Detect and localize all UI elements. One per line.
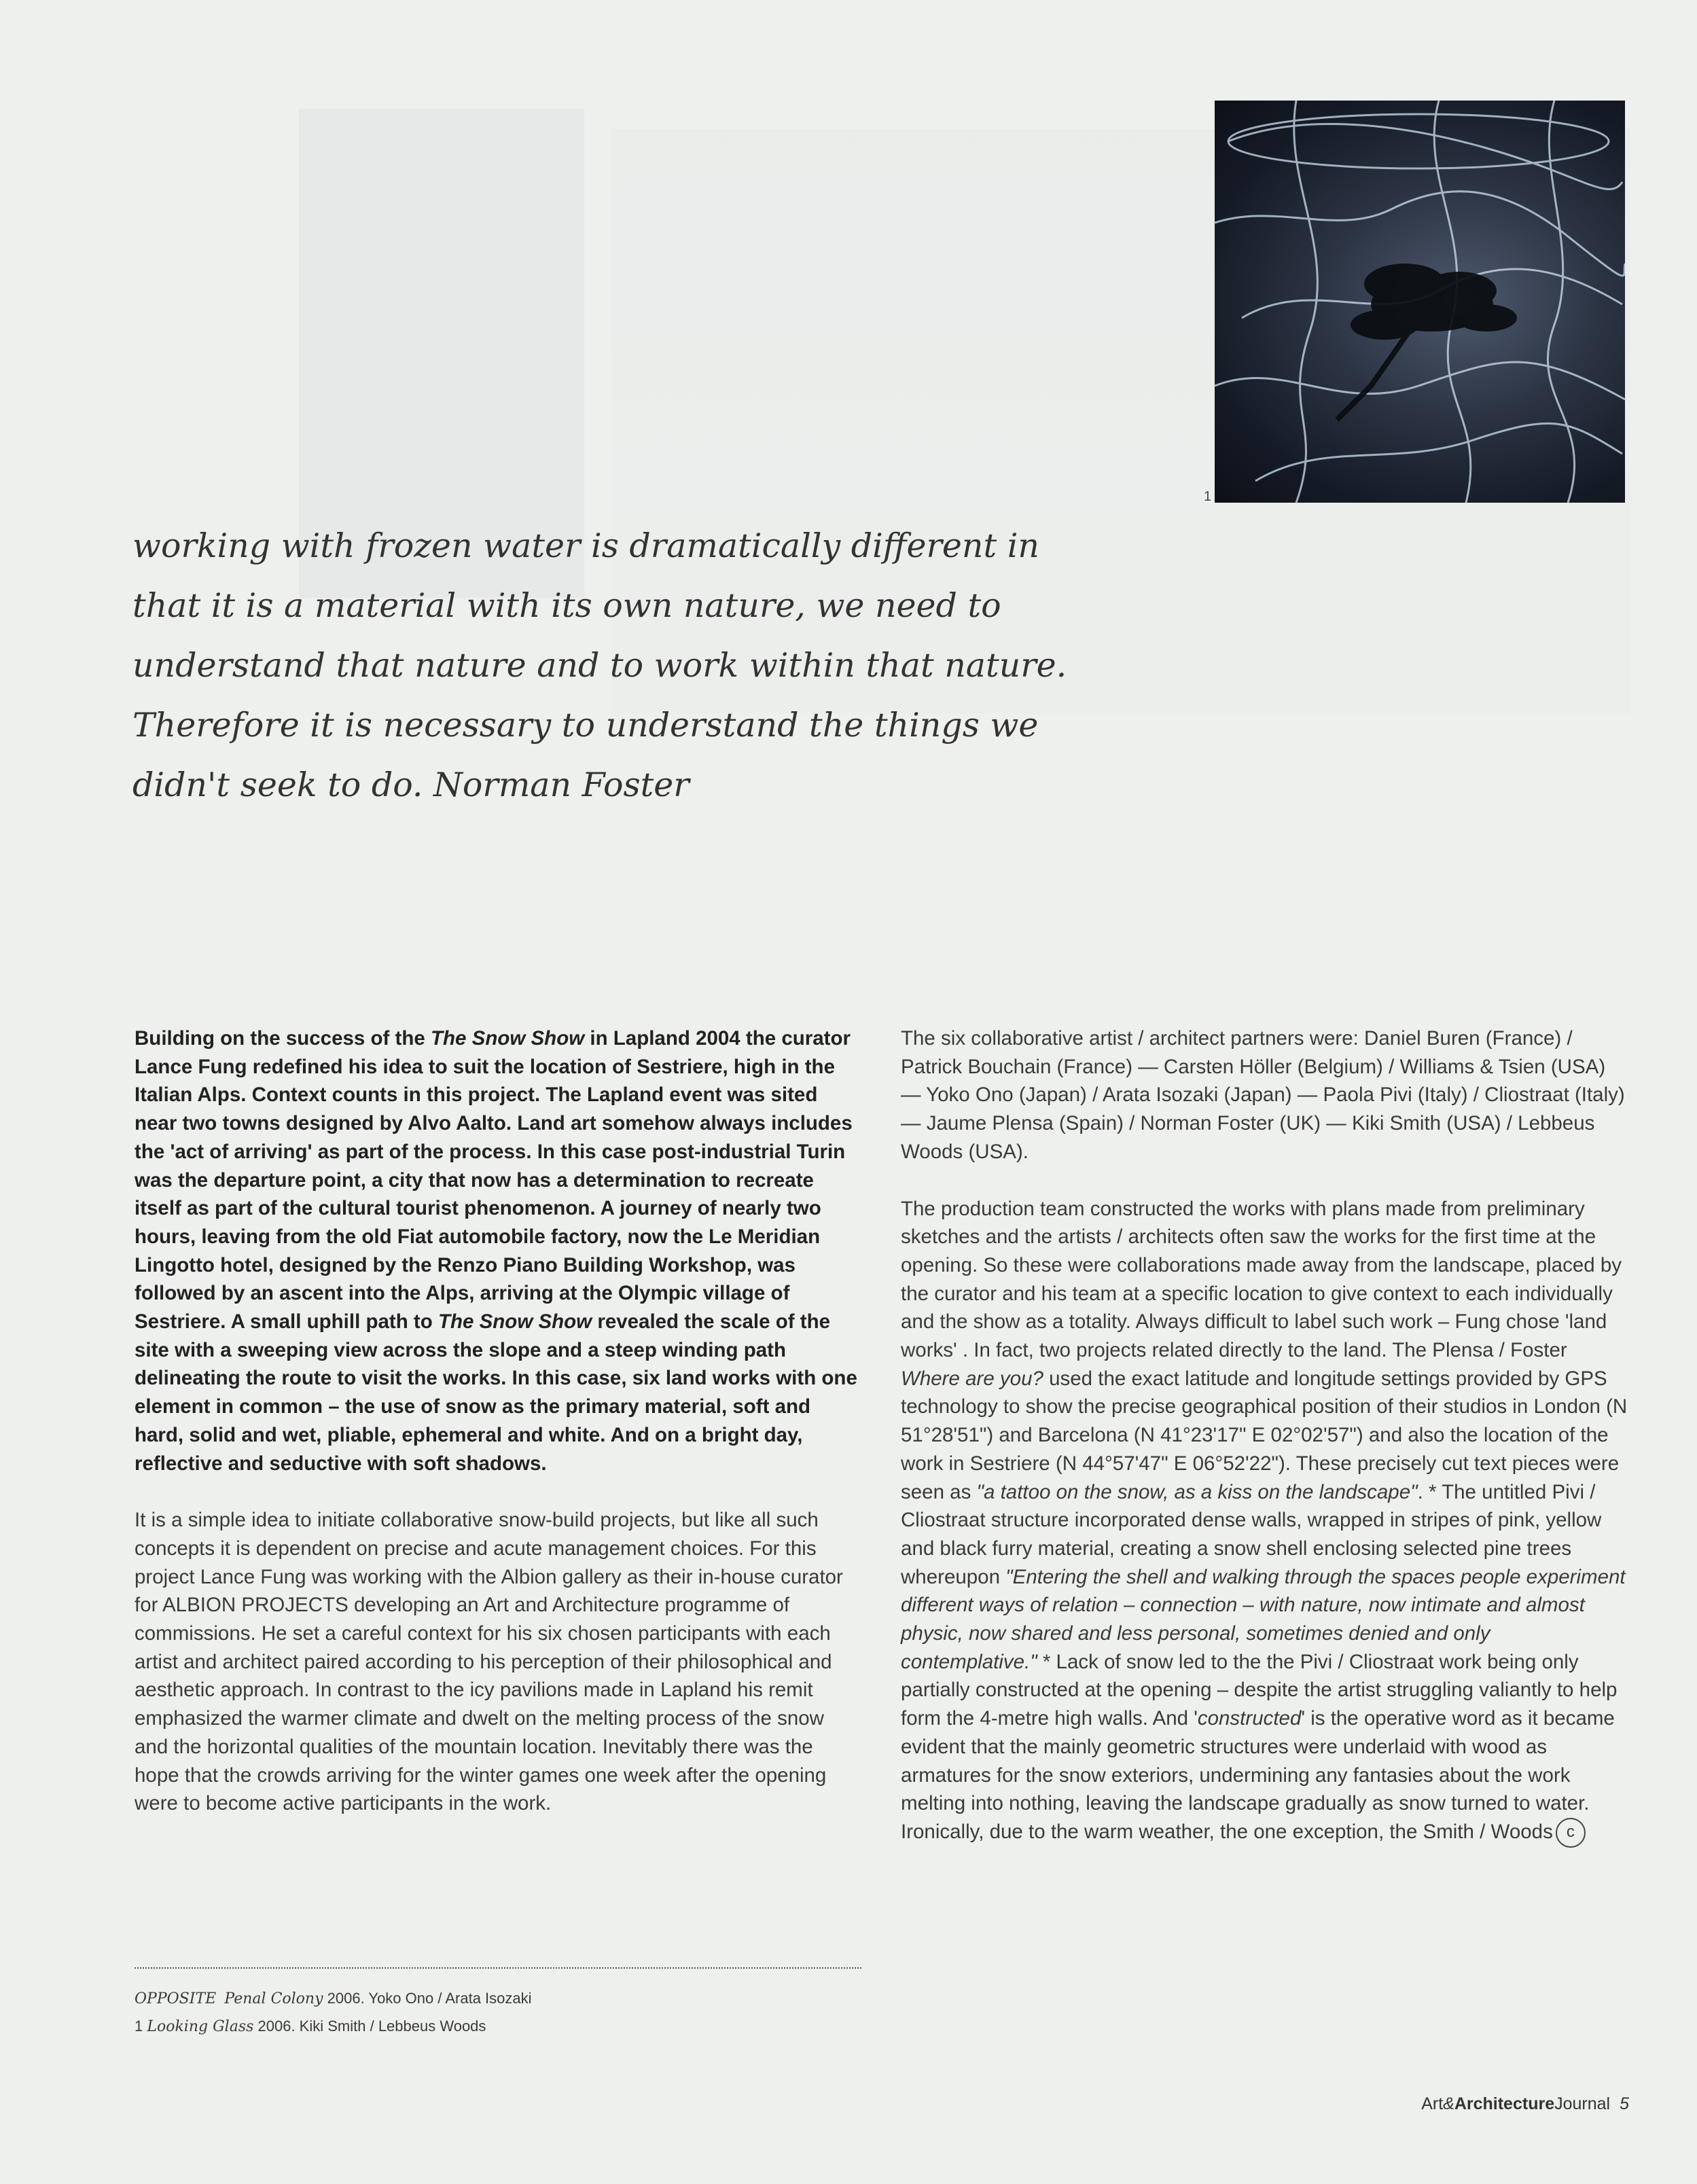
brand-ampersand: &	[1443, 2094, 1454, 2113]
pull-quote-line: didn't seek to do. Norman Foster	[132, 766, 690, 804]
quote: "Entering the shell and walking through the spaces people experiment different ways of relation – connection – with nature, now intimate and almost physic, now shared and less personal, sometimes denied and only contemplative."	[901, 1565, 1626, 1673]
page-footer	[1421, 2094, 1629, 2114]
brand-part: Art	[1421, 2094, 1444, 2113]
emphasis: constructed	[1197, 1707, 1302, 1730]
pull-quote-line: working with frozen water is dramatically different in	[132, 526, 1039, 565]
work-title: Where are you?	[901, 1367, 1043, 1390]
journal-brand	[1421, 2094, 1610, 2113]
photograph-icon	[1215, 101, 1625, 503]
brand-part: Journal	[1554, 2094, 1611, 2113]
light-lines-photo	[1215, 101, 1625, 503]
body-text: The production team constructed the works with plans made from preliminary sketches and the artists / architects often saw the works for the first time at the opening. So these were collaborations made away from the landscape, placed by the curator and his team at a specific location to give context to each individually and the show as a totality. Always difficult to label such work – Fung chose 'land works' . In fact, two projects related directly to the land. The Plensa / Foster	[901, 1197, 1622, 1362]
brand-part: Architecture	[1454, 2094, 1555, 2113]
body-paragraph	[901, 1195, 1628, 1848]
pull-quote	[132, 516, 1192, 815]
caption-title: Looking Glass	[147, 2018, 254, 2035]
caption-text: 2006. Yoko Ono / Arata Isozaki	[323, 1990, 532, 2007]
caption-text: 2006. Kiki Smith / Lebbeus Woods	[253, 2018, 486, 2035]
body-text: ' is the operative word as it became evident that the mainly geometric structures were underlaid with wood as armatures for the snow exteriors, undermining any fantasies about the work melting into nothing, leaving the landscape gradually as snow turned to water. Ironically, due to the warm weather, the one exception, the Smith / Woods	[901, 1707, 1615, 1843]
body-text: * Lack of snow led to the the Pivi / Cliostraat work being only partially constructed at the opening – despite the artist struggling valiantly to help form the 4-metre high walls. And '	[901, 1650, 1618, 1730]
lead-paragraph	[135, 1024, 861, 1478]
pull-quote-line: that it is a material with its own nature, we need to	[132, 586, 1001, 625]
continue-icon: c	[1556, 1818, 1586, 1848]
page-number: 5	[1620, 2094, 1629, 2113]
right-column	[901, 1024, 1628, 1876]
caption-title: Penal Colony	[224, 1990, 323, 2007]
body-text: used the exact latitude and longitude settings provided by GPS technology to show the precise geographical position of their studios in London (N 51°28'51") and Barcelona (N 41°23'17" E 02°02'57") and also the location of the work in Sestriere (N 44°57'47" E 06°52'22"). These precisely cut text pieces were seen as	[901, 1367, 1628, 1503]
pull-quote-line: understand that nature and to work within that nature.	[132, 646, 1067, 685]
show-title: The Snow Show	[431, 1027, 585, 1050]
caption	[135, 2013, 861, 2041]
show-title: The Snow Show	[437, 1310, 592, 1333]
caption	[135, 1985, 861, 2013]
lead-text: in Lapland 2004 the curator Lance Fung redefined his idea to suit the location of Sestriere, high in the Italian Alps. Context counts in this project. The Lapland event was sited near two towns designed by Alvo Aalto. Land art somehow always includes the 'act of arriving' as part of the process. In this case post-industrial Turin was the departure point, a city that now has a determination to recreate itself as part of the cultural tourist phenomenon. A journey of nearly two hours, leaving from the old Fiat automobile factory, now the Le Meridian Lingotto hotel, designed by the Renzo Piano Building Workshop, was followed by an ascent into the Alps, arriving at the Olympic village of Sestriere. A small uphill path to	[135, 1027, 853, 1333]
pull-quote-line: Therefore it is necessary to understand the things we	[132, 706, 1039, 745]
body-paragraph: It is a simple idea to initiate collaborative snow-build projects, but like all such concepts it is dependent on precise and acute management choices. For this project Lance Fung was working with the Albion gallery as their in-house curator for ALBION PROJECTS developing an Art and Architecture programme of commissions. He set a careful context for his six chosen participants with each artist and architect paired according to his perception of their philosophical and aesthetic approach. In contrast to the icy pavilions made in Lapland his remit emphasized the warmer climate and dwelt on the melting process of the snow and the horizontal qualities of the mountain location. Inevitably there was the hope that the crowds arriving for the winter games one week after the opening were to become active participants in the work.	[135, 1509, 843, 1815]
captions	[135, 1985, 861, 2041]
quote: "a tattoo on the snow, as a kiss on the landscape"	[976, 1480, 1418, 1503]
caption-label: OPPOSITE	[135, 1990, 217, 2007]
caption-label: 1	[135, 2018, 143, 2035]
lead-text: Building on the success of the	[135, 1027, 431, 1050]
left-column	[135, 1024, 861, 1846]
lead-text: revealed the scale of the site with a sweeping view across the slope and a steep winding path delineating the route to visit the works. In this case, six land works with one element in common – the use of snow as the primary material, soft and hard, solid and wet, pliable, ephemeral and white. And on a bright day, reflective and seductive with soft shadows.	[135, 1310, 857, 1475]
partners-paragraph: The six collaborative artist / architect partners were: Daniel Buren (France) / Patrick Bouchain (France) — Carsten Höller (Belgium) / Williams & Tsien (USA) — Yoko Ono (Japan) / Arata Isozaki (Japan) — Paola Pivi (Italy) / Cliostraat (Italy) — Jaume Plensa (Spain) / Norman Foster (UK) — Kiki Smith (USA) / Lebbeus Woods (USA).	[901, 1027, 1625, 1163]
body-text: . * The untitled Pivi / Cliostraat structure incorporated dense walls, wrapped in stripes of pink, yellow and black furry material, creating a snow shell enclosing selected pine trees whereupon	[901, 1480, 1602, 1588]
caption-divider	[135, 1967, 861, 1969]
photo-number: 1	[1204, 489, 1212, 504]
